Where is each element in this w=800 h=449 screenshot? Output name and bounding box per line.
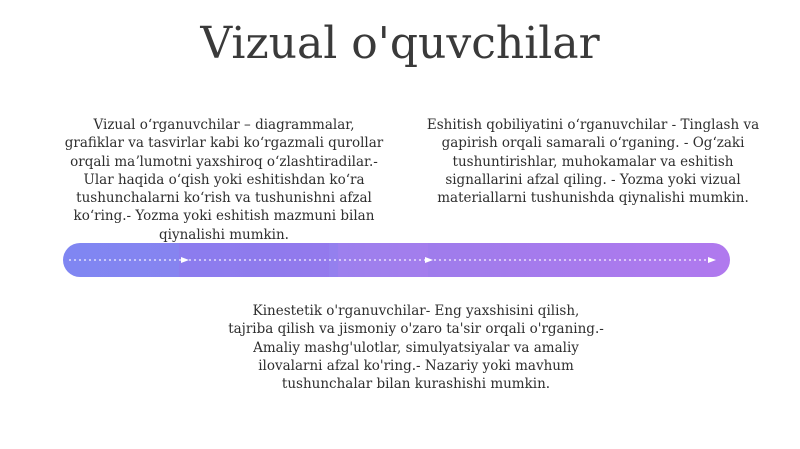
timeline-bar	[63, 243, 730, 277]
auditory-learners-text: Eshitish qobiliyatini oʻrganuvchilar - Tinglash va gapirish orqali samarali oʻrganing. - Ogʻzaki tushuntirishlar, muhokamalar va eshitish signallarini afzal qiling. - Yozma yoki vizual materiallarni tushunishda qiynalishi mumkin.	[426, 117, 760, 207]
visual-learners-text: Vizual oʻrganuvchilar – diagrammalar, grafiklar va tasvirlar kabi koʻrgazmali qurollar orqali maʼlumotni yaxshiroq oʻzlashtiradilar.- Ular haqida oʻqish yoki eshitishdan koʻra tushunchalarni koʻrish va tushunishni afzal koʻring.- Yozma yoki eshitish mazmuni bilan qiynalishi mumkin.	[64, 117, 384, 243]
arrow-icon	[425, 257, 433, 263]
timeline-arrows	[63, 243, 730, 277]
kinesthetic-learners-text: Kinestetik o'rganuvchilar- Eng yaxshisini qilish, tajriba qilish va jismoniy o'zaro ta'sir orqali o'rganing.- Amaliy mashg'ulotlar, simulyatsiyalar va amaliy ilovalarni afzal ko'ring.- Nazariy yoki mavhum tushunchalar bilan kurashishi mumkin.	[228, 303, 604, 393]
arrow-icon	[708, 257, 716, 263]
arrow-icon	[181, 257, 189, 263]
slide-title: Vizual o'quvchilar	[200, 18, 600, 69]
